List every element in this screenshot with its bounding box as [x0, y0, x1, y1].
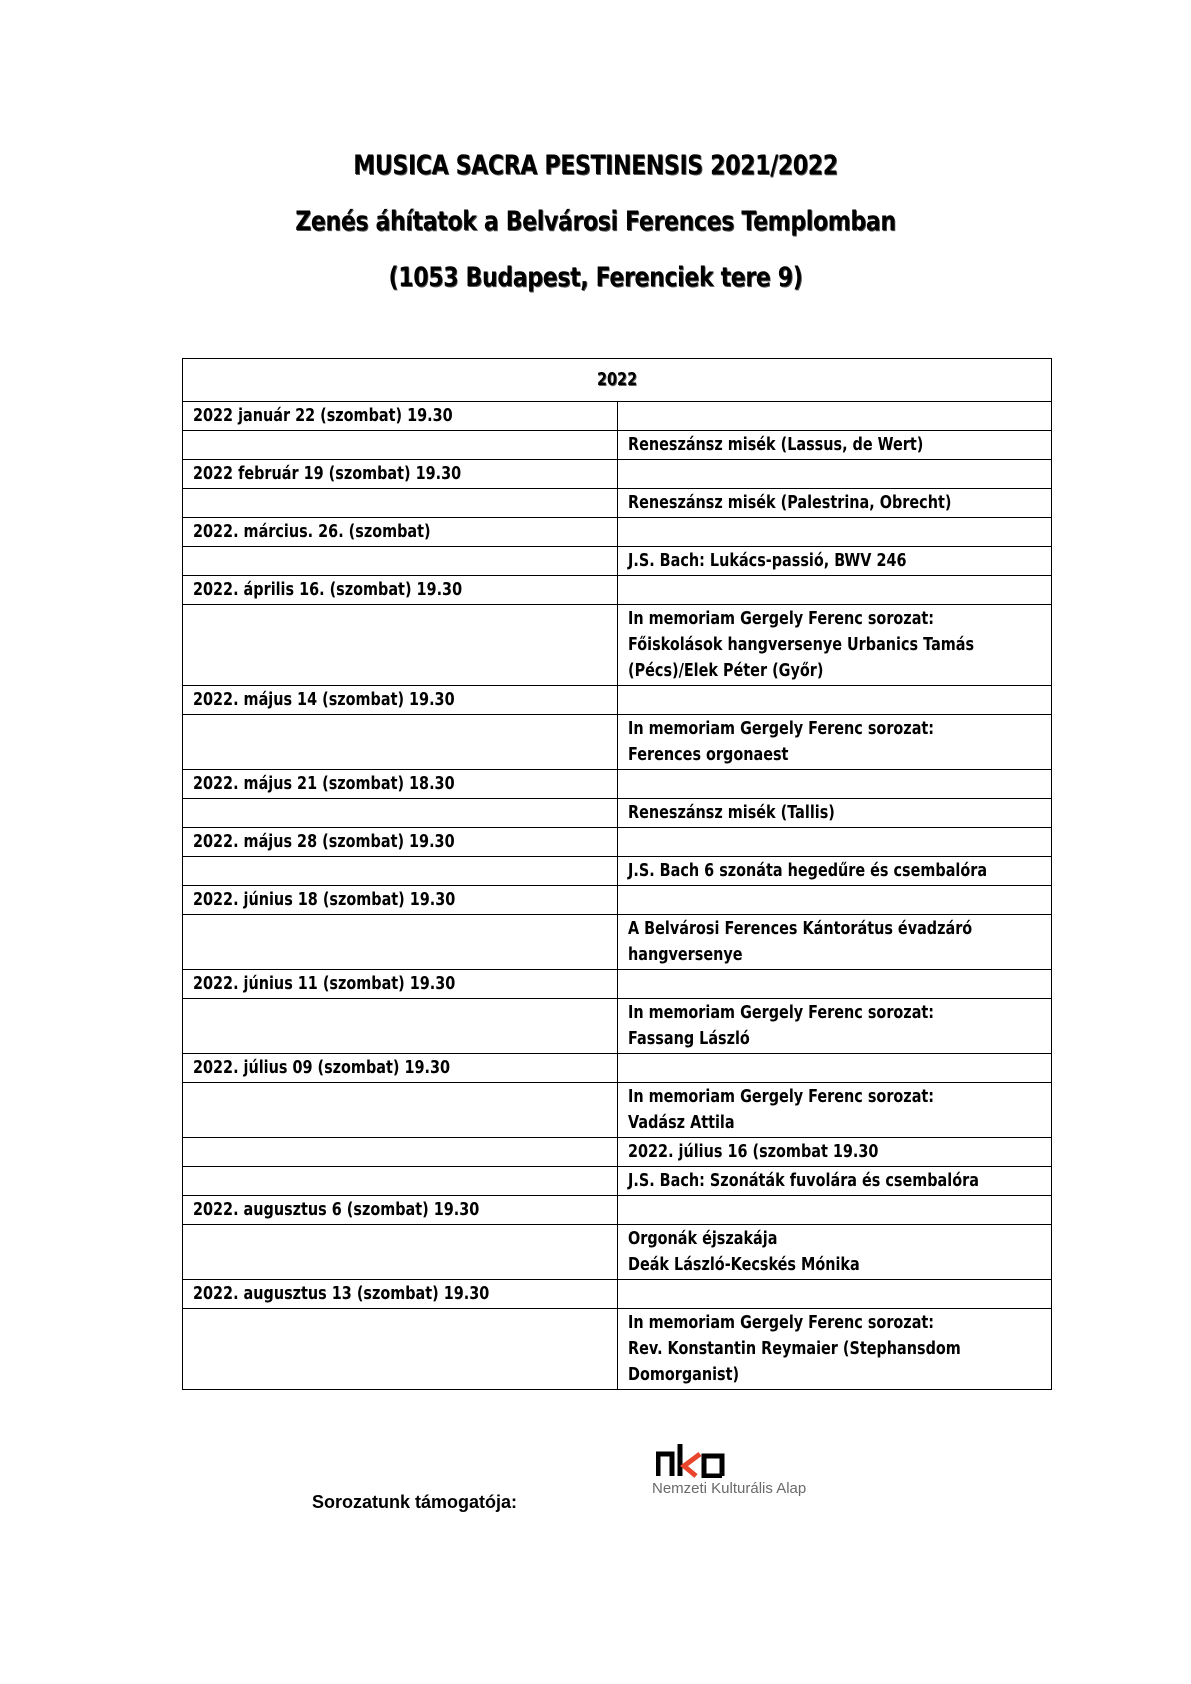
event-date-cell: 2022 január 22 (szombat) 19.30: [183, 402, 618, 431]
schedule-program-row: [183, 1167, 1052, 1196]
event-date-cell: [183, 799, 618, 828]
nka-logo-caption: Nemzeti Kulturális Alap: [652, 1480, 807, 1497]
document-title: MUSICA SACRA PESTINENSIS 2021/2022: [353, 150, 838, 181]
event-date-cell: 2022. március. 26. (szombat): [183, 518, 618, 547]
program-line: J.S. Bach: Szonáták fuvolára és csembalóra: [627, 1170, 979, 1191]
event-program-cell: [617, 1083, 1052, 1138]
schedule-date-row: [183, 518, 1052, 547]
schedule-program-row: [183, 715, 1052, 770]
schedule-program-row: [183, 1309, 1052, 1390]
schedule-program-row: [183, 489, 1052, 518]
event-program-cell: [617, 431, 1052, 460]
program-line: (Pécs)/Elek Péter (Győr): [627, 660, 823, 681]
program-line: J.S. Bach: Lukács-passió, BWV 246: [627, 550, 907, 571]
program-line: A Belvárosi Ferences Kántorátus évadzáró: [627, 918, 972, 939]
event-program-cell: [617, 999, 1052, 1054]
schedule-date-row: [183, 886, 1052, 915]
event-date-cell: [183, 715, 618, 770]
program-line: Reneszánsz misék (Tallis): [627, 802, 835, 823]
event-program-cell: [617, 970, 1052, 999]
event-program-cell: [617, 1054, 1052, 1083]
event-date-cell: [183, 857, 618, 886]
schedule-date-row: [183, 1196, 1052, 1225]
event-date-cell: [183, 1225, 618, 1280]
program-line: J.S. Bach 6 szonáta hegedűre és csembalóra: [627, 860, 987, 881]
program-line: Főiskolások hangversenye Urbanics Tamás: [627, 634, 974, 655]
program-line: In memoriam Gergely Ferenc sorozat:: [627, 1002, 934, 1023]
event-program-cell: [617, 1280, 1052, 1309]
event-date-cell: 2022. április 16. (szombat) 19.30: [183, 576, 618, 605]
event-date-cell: [183, 1083, 618, 1138]
schedule-date-row: [183, 576, 1052, 605]
sponsor-label: Sorozatunk támogatója:: [312, 1492, 518, 1512]
event-program-cell: [617, 1196, 1052, 1225]
program-line: Deák László-Kecskés Mónika: [627, 1254, 860, 1275]
schedule-date-row: [183, 1280, 1052, 1309]
schedule-program-row: [183, 1138, 1052, 1167]
event-date-cell: [183, 1309, 618, 1390]
program-line: Reneszánsz misék (Lassus, de Wert): [627, 434, 923, 455]
event-date-cell: [183, 431, 618, 460]
program-line: Fassang László: [627, 1028, 750, 1049]
event-date-cell: 2022 február 19 (szombat) 19.30: [183, 460, 618, 489]
event-date-cell: [183, 489, 618, 518]
schedule-date-row: [183, 460, 1052, 489]
program-line: hangversenye: [627, 944, 743, 965]
document-subtitle: Zenés áhítatok a Belvárosi Ferences Templomban: [295, 206, 896, 237]
schedule-program-row: [183, 799, 1052, 828]
schedule-date-row: [183, 402, 1052, 431]
program-line: In memoriam Gergely Ferenc sorozat:: [627, 1086, 934, 1107]
program-line: Rev. Konstantin Reymaier (Stephansdom: [627, 1338, 961, 1359]
event-program-cell: [617, 915, 1052, 970]
schedule-program-row: [183, 857, 1052, 886]
event-date-cell: [183, 1138, 618, 1167]
program-line: Domorganist): [627, 1364, 739, 1385]
event-date-cell: [183, 547, 618, 576]
event-program-cell: [617, 518, 1052, 547]
schedule-date-row: [183, 970, 1052, 999]
schedule-date-row: [183, 770, 1052, 799]
event-program-cell: [617, 605, 1052, 686]
event-date-cell: 2022. június 11 (szombat) 19.30: [183, 970, 618, 999]
event-program-cell: [617, 828, 1052, 857]
program-line: Orgonák éjszakája: [627, 1228, 777, 1249]
nka-logo: [652, 1440, 832, 1500]
schedule-program-row: [183, 999, 1052, 1054]
event-date-cell: 2022. május 28 (szombat) 19.30: [183, 828, 618, 857]
event-program-cell: [617, 460, 1052, 489]
event-program-cell: [617, 576, 1052, 605]
program-line: In memoriam Gergely Ferenc sorozat:: [627, 1312, 934, 1333]
event-program-cell: [617, 799, 1052, 828]
event-program-cell: [617, 686, 1052, 715]
event-date-cell: 2022. július 09 (szombat) 19.30: [183, 1054, 618, 1083]
schedule-date-row: [183, 828, 1052, 857]
event-program-cell: [617, 1138, 1052, 1167]
event-date-cell: 2022. május 14 (szombat) 19.30: [183, 686, 618, 715]
event-date-cell: 2022. június 18 (szombat) 19.30: [183, 886, 618, 915]
event-program-cell: [617, 547, 1052, 576]
program-line: Reneszánsz misék (Palestrina, Obrecht): [627, 492, 951, 513]
schedule-program-row: [183, 1083, 1052, 1138]
schedule-program-row: [183, 431, 1052, 460]
event-program-cell: [617, 402, 1052, 431]
schedule-program-row: [183, 915, 1052, 970]
event-date-cell: 2022. augusztus 6 (szombat) 19.30: [183, 1196, 618, 1225]
event-date-cell: [183, 1167, 618, 1196]
schedule-program-row: [183, 605, 1052, 686]
event-date-cell: 2022. augusztus 13 (szombat) 19.30: [183, 1280, 618, 1309]
event-date-cell: [183, 915, 618, 970]
event-date-cell: 2022. május 21 (szombat) 18.30: [183, 770, 618, 799]
schedule-date-row: [183, 1054, 1052, 1083]
document-header: [0, 138, 1191, 306]
schedule-program-row: [183, 547, 1052, 576]
event-program-cell: [617, 715, 1052, 770]
concert-schedule-table: [182, 358, 1052, 1390]
event-program-cell: [617, 886, 1052, 915]
event-date-cell: [183, 605, 618, 686]
program-line: 2022. július 16 (szombat 19.30: [627, 1141, 878, 1162]
schedule-program-row: [183, 1225, 1052, 1280]
venue-address: (1053 Budapest, Ferenciek tere 9): [388, 262, 803, 293]
event-program-cell: [617, 1225, 1052, 1280]
nka-logo-icon: [656, 1440, 726, 1478]
event-program-cell: [617, 857, 1052, 886]
year-header-row: [183, 359, 1052, 402]
program-line: In memoriam Gergely Ferenc sorozat:: [627, 718, 934, 739]
event-program-cell: [617, 1309, 1052, 1390]
event-date-cell: [183, 999, 618, 1054]
program-line: In memoriam Gergely Ferenc sorozat:: [627, 608, 934, 629]
event-program-cell: [617, 489, 1052, 518]
year-cell: 2022: [183, 359, 1052, 402]
event-program-cell: [617, 770, 1052, 799]
program-line: Ferences orgonaest: [627, 744, 788, 765]
schedule-date-row: [183, 686, 1052, 715]
program-line: Vadász Attila: [627, 1112, 735, 1133]
event-program-cell: [617, 1167, 1052, 1196]
